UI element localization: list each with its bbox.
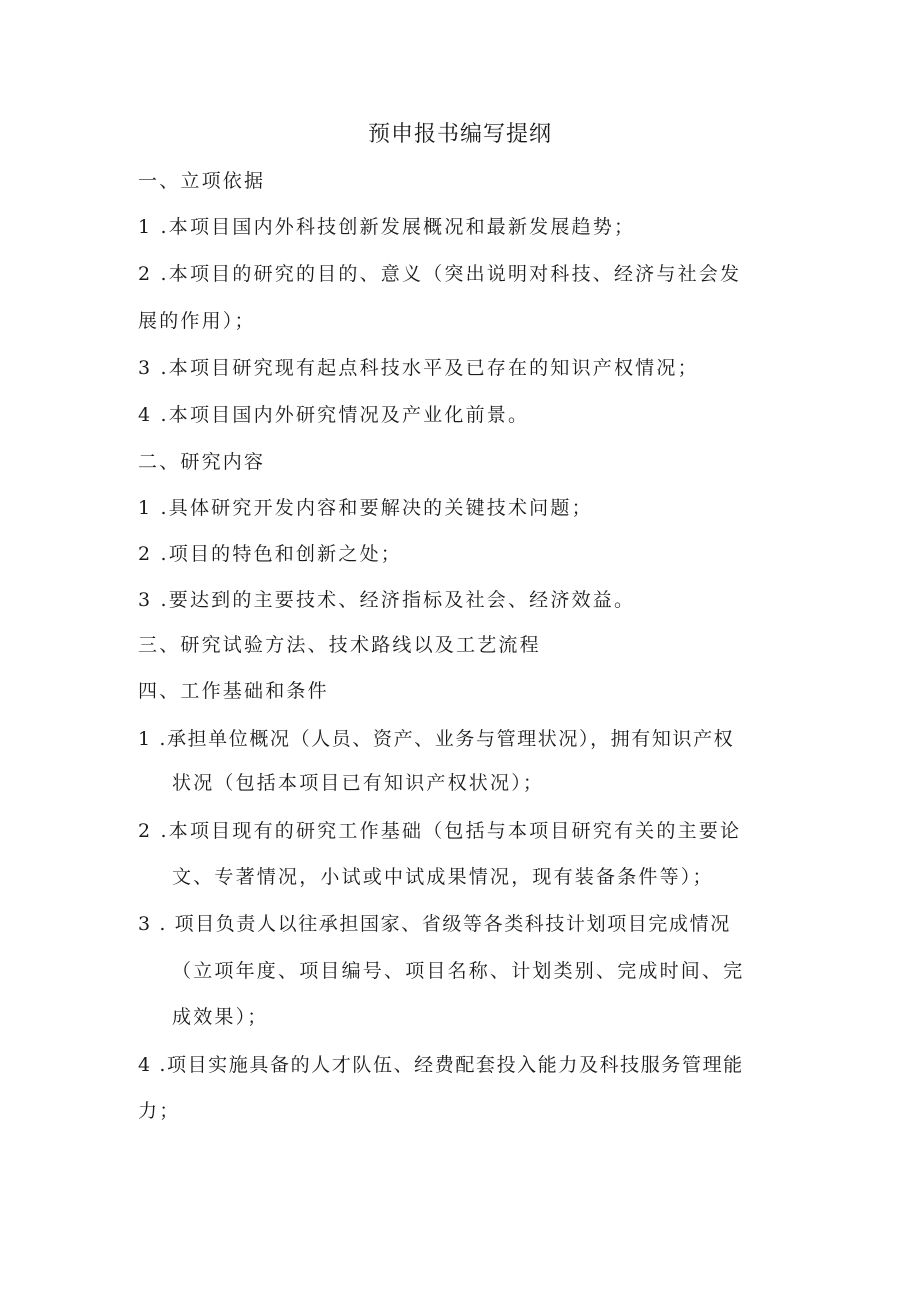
document-title: 预申报书编写提纲 bbox=[367, 122, 552, 147]
outline-item-1-1: 1 .本项目国内外科技创新发展概况和最新发展趋势； bbox=[138, 216, 636, 238]
outline-item-4-4-cont: 力； bbox=[138, 1100, 181, 1122]
outline-item-4-1: 1 .承担单位概况（人员、资产、业务与管理状况），拥有知识产权 bbox=[138, 728, 735, 750]
outline-item-4-3-cont-1: （立项年度、项目编号、项目名称、计划类别、完成时间、完 bbox=[172, 960, 745, 982]
outline-item-2-2: 2 .项目的特色和创新之处； bbox=[138, 543, 402, 565]
section-heading-2: 二、研究内容 bbox=[138, 451, 266, 473]
section-heading-1: 一、立项依据 bbox=[138, 170, 266, 192]
outline-item-4-4: 4 .项目实施具备的人才队伍、经费配套投入能力及科技服务管理能 bbox=[138, 1054, 744, 1076]
outline-item-1-2: 2 .本项目的研究的目的、意义（突出说明对科技、经济与社会发 bbox=[138, 263, 742, 285]
outline-item-4-3: 3 . 项目负责人以往承担国家、省级等各类科技计划项目完成情况 bbox=[138, 913, 731, 935]
outline-item-1-2-cont: 展的作用）； bbox=[138, 310, 256, 332]
outline-item-4-1-cont: 状况（包括本项目已有知识产权状况）； bbox=[172, 772, 545, 794]
outline-item-2-1: 1 .具体研究开发内容和要解决的关键技术问题； bbox=[138, 497, 593, 519]
outline-item-1-4: 4 .本项目国内外研究情况及产业化前景。 bbox=[138, 404, 530, 426]
outline-item-2-3: 3 .要达到的主要技术、经济指标及社会、经济效益。 bbox=[138, 589, 636, 611]
outline-item-1-3: 3 .本项目研究现有起点科技水平及已存在的知识产权情况； bbox=[138, 357, 699, 379]
outline-item-4-3-cont-2: 成效果）； bbox=[172, 1006, 269, 1028]
outline-item-4-2: 2 .本项目现有的研究工作基础（包括与本项目研究有关的主要论 bbox=[138, 820, 742, 842]
section-heading-4: 四、工作基础和条件 bbox=[138, 680, 329, 702]
outline-item-4-2-cont: 文、专著情况，小试或中试成果情况，现有装备条件等）； bbox=[172, 866, 714, 888]
section-heading-3: 三、研究试验方法、技术路线以及工艺流程 bbox=[138, 634, 541, 656]
